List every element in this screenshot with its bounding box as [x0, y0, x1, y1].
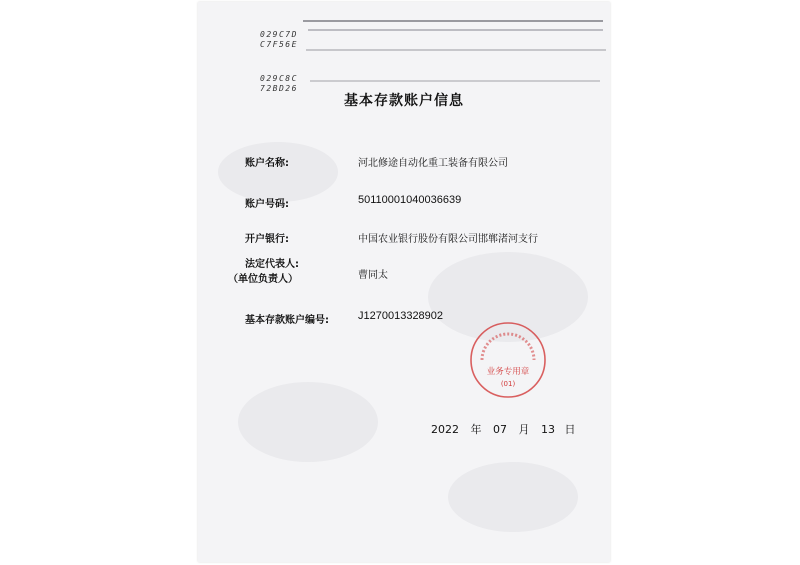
- official-seal-stamp: [468, 320, 548, 400]
- paper-smudge: [238, 382, 378, 462]
- seal-code: (01): [500, 380, 516, 388]
- permit-number-value: J1270013328902: [358, 310, 444, 322]
- seal-text: 业务专用章: [486, 367, 530, 377]
- document-page: [198, 2, 610, 562]
- header-code-1: 029C7D: [260, 30, 298, 39]
- paper-smudge: [218, 142, 338, 202]
- date-year-unit: 年: [470, 423, 482, 436]
- bank-label: 开户银行:: [245, 234, 289, 245]
- seal-arc-lettering: [482, 334, 534, 360]
- account-number-value: 50110001040036639: [358, 194, 462, 206]
- header-code-4: 72BD26: [260, 84, 298, 93]
- header-code-2: C7F56E: [260, 40, 298, 49]
- date-month-unit: 月: [518, 423, 530, 436]
- scan-artifact-line: [303, 20, 603, 22]
- date-day-unit: 日: [564, 423, 576, 436]
- page-title: 基本存款账户信息: [344, 93, 464, 109]
- date-month: 07: [493, 423, 507, 436]
- date-day: 13: [541, 423, 555, 436]
- date-year: 2022: [431, 423, 459, 436]
- bank-value: 中国农业银行股份有限公司邯郸渚河支行: [358, 234, 538, 245]
- legal-rep-label: 法定代表人:: [245, 259, 299, 270]
- account-number-label: 账户号码:: [245, 199, 289, 210]
- scan-artifact-line: [308, 29, 603, 31]
- account-name-label: 账户名称:: [245, 158, 289, 169]
- paper-smudge: [448, 462, 578, 532]
- account-name-value: 河北修途自动化重工装备有限公司: [358, 158, 508, 169]
- issue-date: [431, 421, 576, 437]
- scan-artifact-line: [310, 80, 600, 82]
- header-code-3: 029C8C: [260, 74, 298, 83]
- permit-number-label: 基本存款账户编号:: [245, 315, 329, 326]
- scan-artifact-line: [306, 49, 606, 51]
- legal-rep-sublabel: （单位负责人）: [228, 274, 298, 285]
- legal-rep-value: 曹同太: [358, 270, 388, 281]
